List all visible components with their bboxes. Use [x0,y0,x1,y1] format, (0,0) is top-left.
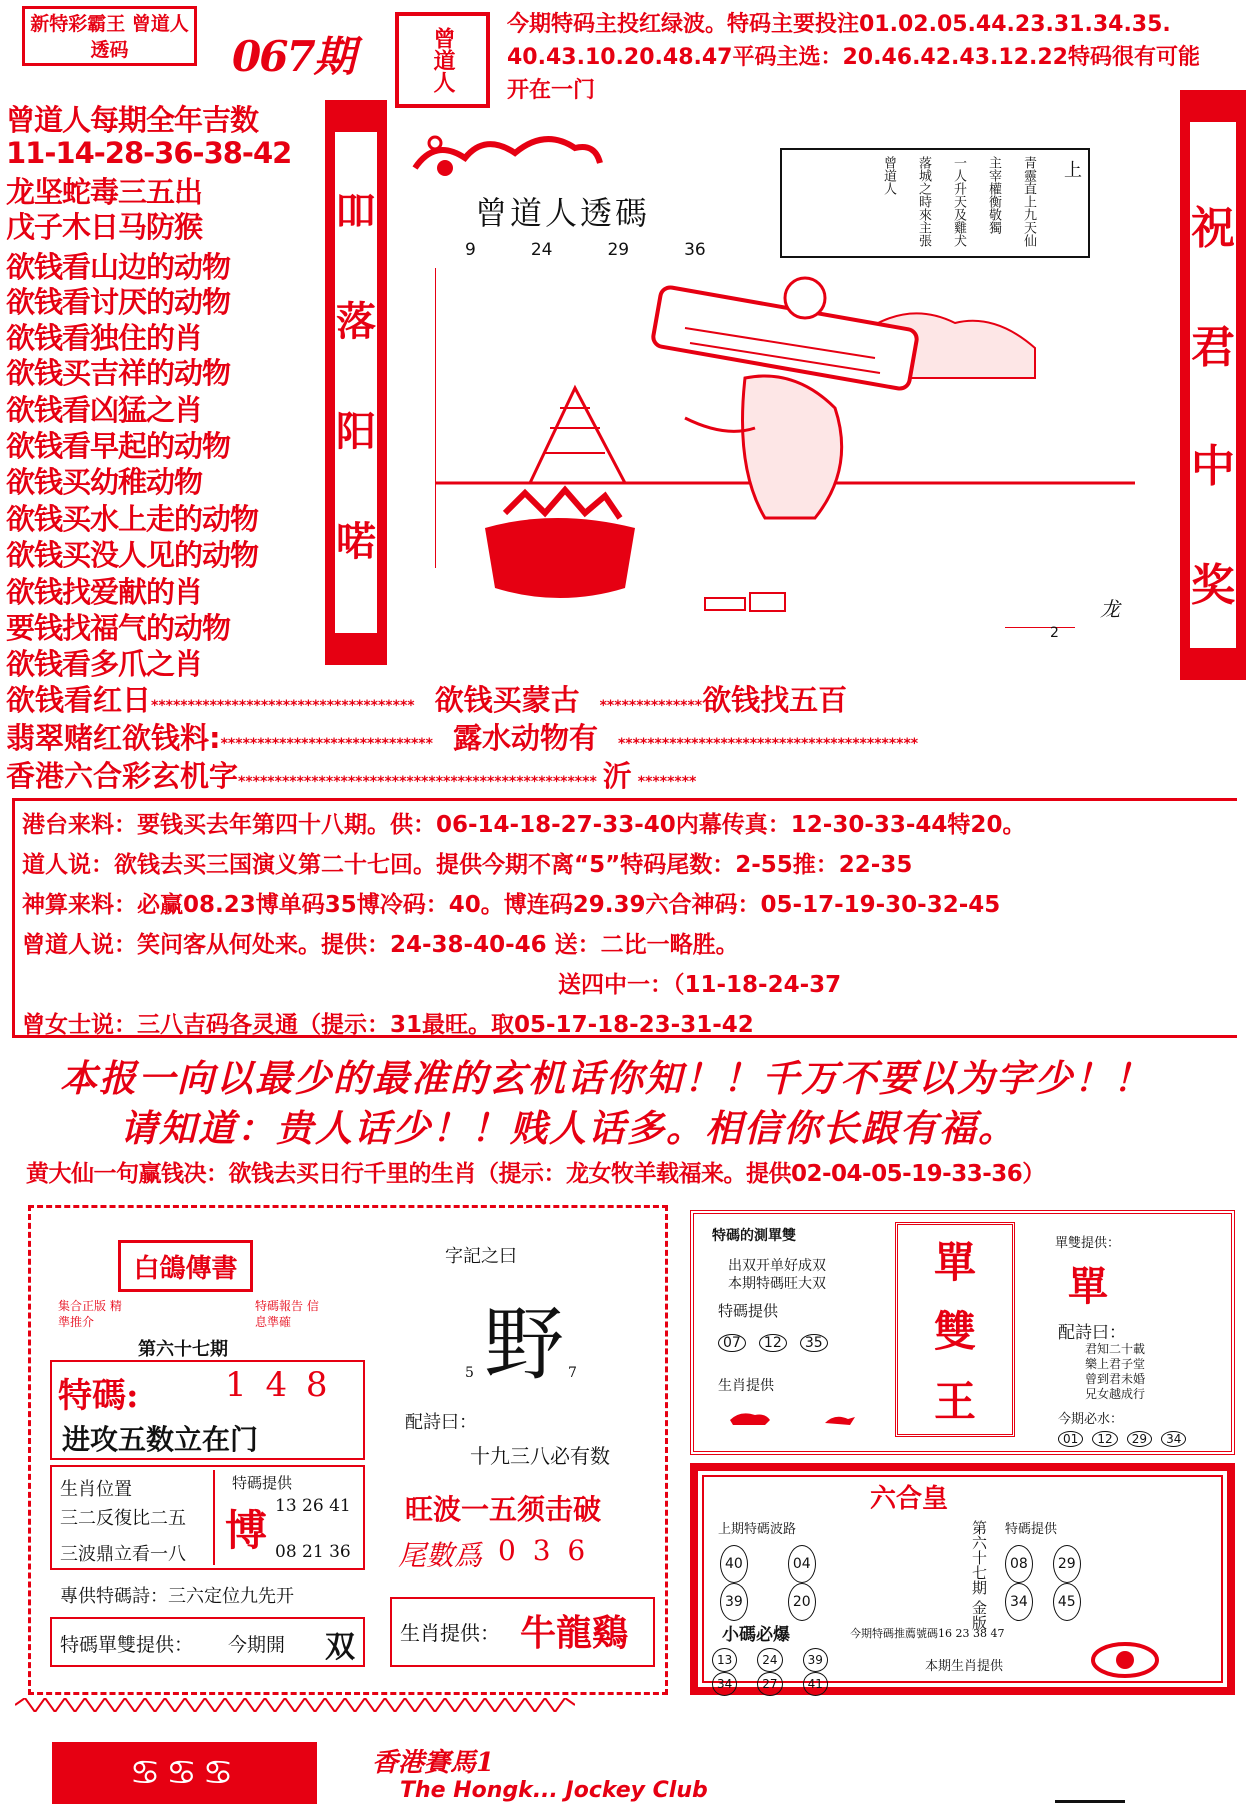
header-logo2-text: 曾道人 [430,27,455,93]
illustration [395,128,1175,643]
rt-jin-num: 34 [1161,1431,1186,1447]
info-line: 神算来料：必赢08.23博单码35博冷码：40。博连码29.39六合神码：05-17-19-30-32-45 [22,892,1001,918]
rb-right-num: 34 [1005,1583,1033,1621]
rb-left-title: 上期特碼波路 [718,1522,797,1537]
zigzag-divider [15,1698,575,1712]
left-line: 欲钱买没人见的动物 [6,538,259,572]
star-line [6,716,918,757]
footer-club-text: The Hongk... Jockey Club [400,1778,708,1803]
header-line: 今期特码主投红绿波。特码主要投注01.02.05.44.23.31.34.35. [507,12,1171,37]
right-scroll-inner [1188,120,1238,650]
illustration-number: 29 [607,240,630,260]
star-line [6,678,847,719]
huang-line: 黄大仙一句赢钱决：欲钱去买日行千里的生肖（提示：龙女牧羊载福来。提供02-04-05-19-33-36） [26,1161,1045,1187]
left-scroll [325,100,387,665]
star-line-label: 香港六合彩玄机字 [6,759,239,793]
illustration-signature: 龙 [1100,597,1120,621]
rb-small-num: 27 [757,1672,782,1696]
right-scroll-char: 中 [1191,441,1235,492]
rt-peishi-title: 配詩曰： [1058,1323,1126,1343]
star-line-stars: ************** [599,698,703,714]
rb-left-num: 20 [788,1583,816,1621]
rt-tema-title: 特碼提供 [718,1302,779,1320]
rb-xiaoma: 小碼必爆 [722,1625,790,1645]
rt-tema-num: 35 [800,1334,828,1352]
star-line-end: 欲钱找五百 [702,683,848,717]
rb-right-title: 特碼提供 [1005,1522,1058,1537]
left-line: 欲钱买吉祥的动物 [6,356,231,390]
mid-peishi: 十九三八必有数 [470,1444,610,1468]
rb-small-num: 13 [712,1648,737,1672]
rb-small-num: 41 [803,1672,828,1696]
rt-line: 本期特碼旺大双 [728,1276,826,1292]
left-scroll-char: 吅 [336,189,376,235]
bo-char: 博 [225,1506,268,1555]
scholar-scene-icon [435,268,1135,628]
left-line: 欲钱买幼稚动物 [6,465,203,499]
mid-num: 5 [465,1365,474,1381]
bo-numbers: 08 21 36 [275,1542,351,1562]
rt-kuaibao-char: 單 [1068,1263,1108,1310]
poem-col: 青靈直上九天仙 [1021,156,1036,247]
left-panel-brand-text: 白鴿傳書 [133,1253,238,1284]
left-line: 欲钱找爱献的肖 [6,575,203,609]
rb-small-num: 24 [757,1648,782,1672]
left-line: 欲钱买水上走的动物 [6,502,259,536]
rt-vertical-char: 王 [933,1377,976,1427]
header-line: 开在一门 [507,78,596,103]
tema-label: 特碼: [58,1376,139,1416]
rt-vertical-char: 單 [933,1237,976,1287]
rt-jin-label: 今期必水： [1058,1412,1124,1427]
rb-small-num: 39 [803,1648,828,1672]
header-statement [507,8,1247,107]
left-scroll-inner [333,130,379,635]
left-line: 欲钱看独住的肖 [6,321,203,355]
illustration-number: 36 [684,240,706,260]
rb-left-num: 39 [720,1583,748,1621]
left-line: 欲钱看早起的动物 [6,429,231,463]
illustration-page-number: 2 [1050,625,1059,641]
rb-left-num: 04 [788,1545,816,1583]
star-line-stars: ******** [637,774,697,790]
rt-line: 出双开单好成双 [728,1258,826,1274]
header-logo2 [395,12,490,108]
shengxiao-line: 三二反復比二五 [60,1508,186,1529]
left-panel-issue: 第六十七期 [138,1339,228,1360]
danshuang-value: 今期開 [228,1634,286,1656]
slogan: 请知道：贵人话少！！贱人话多。相信你长跟有福。 [120,1106,1017,1150]
rb-mid-label: 第六十七期 金版 [970,1520,988,1630]
illustration-title: 曾道人透碼 [475,194,651,232]
star-line-label: 欲钱看红日 [6,683,152,717]
attack-text: 进攻五数立在门 [62,1423,259,1456]
star-line [6,754,696,795]
mid-weishu-label: 尾數爲 [398,1539,483,1572]
rt-peishi-line: 樂上君子堂 [1085,1357,1146,1371]
info-line: 道人说：欲钱去买三国演义第二十七回。提供今期不离“5”特码尾数：2-55推：22-35 [22,852,913,878]
left-panel-sub1: 集合正版 精準推介 [58,1299,122,1329]
star-line-label: 翡翠赌红欲钱料: [6,721,221,755]
info-line: 曾道人说：笑问客从何处来。提供：24-38-40-46 送：二比一略胜。 [22,932,739,958]
left-line: 戊子木日马防猴 [6,210,203,244]
mid-peishi-label: 配詩曰： [405,1412,477,1433]
illustration-number: 24 [530,240,553,260]
rt-peishi-line: 君知二十載 [1085,1342,1146,1356]
rt-kuaibao-title: 單雙提供： [1055,1236,1121,1251]
bo-title: 特碼提供 [232,1474,293,1492]
rt-tema-num: 12 [759,1334,787,1352]
rb-small-num: 34 [712,1672,737,1696]
rb-right-num: 29 [1053,1545,1081,1583]
left-line: 曾道人每期全年吉数 [6,103,259,137]
rt-jin-nums [1058,1428,1186,1447]
star-line-stars: ***************************************** [617,736,919,752]
shengxiao-line: 三波鼎立看一八 [60,1544,186,1565]
left-line: 欲钱看讨厌的动物 [6,285,231,319]
footer-logo [52,1742,317,1804]
shengxiao-divider [213,1470,215,1565]
slogan: 本报一向以最少的最准的玄机话你知！！千万不要以为字少！！ [60,1056,1152,1100]
left-panel-brand [118,1240,253,1292]
poem-col: 一人升天及雞犬 [951,156,966,247]
rt-vertical-box [895,1222,1015,1437]
star-line-mid: 沂 [602,759,632,793]
rb-right-num: 45 [1053,1583,1081,1621]
rb-small-nums [712,1648,912,1696]
rb-line-nums: 今期特碼推薦號碼16 23 38 47 [850,1627,1005,1640]
left-line: 11-14-28-36-38-42 [6,136,292,170]
mid-big-char: 野 [484,1298,564,1391]
tiger-icon [725,1405,775,1430]
star-line-mid: 欲钱买蒙古 [434,683,580,717]
footer-hk-text: 香港賽馬1 [372,1748,495,1778]
left-line: 要钱找福气的动物 [6,611,231,645]
left-line: 欲钱看山边的动物 [6,250,231,284]
rb-bottom-label: 本期生肖提供 [925,1659,1004,1674]
left-scroll-char: 喏 [336,519,376,565]
rt-peishi-line: 曾到君未婚 [1085,1372,1146,1386]
right-scroll-char: 祝 [1191,203,1235,254]
rb-right-num: 08 [1005,1545,1033,1583]
mid-title: 字記之曰 [445,1246,517,1267]
poem-top: 上 [1064,160,1082,181]
header-line: 40.43.10.20.48.47平码主选：20.46.42.43.12.22特码很有可能 [507,45,1200,70]
header-logo-text: 新特彩霸王 曾道人透码 [30,13,189,61]
left-line: 龙坚蛇毒三五出 [6,175,203,209]
header-logo [22,6,197,66]
poem-col: 曾道人 [881,156,896,195]
rt-jin-num: 12 [1092,1431,1117,1447]
footer-divider [1055,1800,1125,1803]
poem-box [780,148,1090,258]
shengxiao-title: 生肖位置 [60,1479,132,1500]
rb-right-nums [1005,1545,1115,1621]
rt-peishi-lines [1085,1342,1145,1402]
star-line-stars: ************************************************* [238,774,597,790]
rt-sx-title: 生肖提供 [718,1378,774,1394]
issue-number: 067期 [232,32,354,81]
emblem-icon [1090,1640,1160,1680]
left-panel-sub2: 特碼報告 信息準確 [255,1299,319,1329]
illustration-numbers [465,240,765,260]
info-line: 曾女士说：三八吉码各灵通（提示：31最旺。取05-17-18-23-31-42 [22,1012,754,1038]
rt-title: 特碼的測單雙 [712,1228,796,1244]
rt-peishi-line: 兄女越成行 [1085,1387,1146,1401]
rt-tema-num: 07 [718,1334,746,1352]
poem-text: 專供特碼詩：三六定位九先开 [60,1586,294,1607]
left-scroll-char: 阳 [336,409,376,455]
footer-logo-text: ♋♋♋ [129,1753,240,1793]
mid-sx-label: 生肖提供： [400,1621,500,1645]
danshuang-label: 特碼單雙提供： [60,1634,194,1656]
rb-left-num: 40 [720,1545,748,1583]
left-line: 欲钱看多爪之肖 [6,647,203,681]
left-scroll-char: 落 [336,299,376,345]
poem-col: 主宰權衡敬獨 [986,156,1001,234]
tema-numbers: 1 4 8 [225,1365,332,1405]
rt-jin-num: 01 [1058,1431,1083,1447]
right-scroll-char: 奖 [1191,560,1235,611]
star-line-stars: ************************************ [151,698,415,714]
right-scroll-char: 君 [1191,322,1235,373]
mid-wangbo: 旺波一五须击破 [405,1493,602,1526]
mid-num: 7 [568,1365,577,1381]
star-line-stars: ***************************** [220,736,433,752]
poem-col: 落城之時來主張 [916,156,931,247]
rb-title: 六合皇 [870,1484,949,1514]
left-line: 欲钱看凶猛之肖 [6,393,203,427]
info-line: 送四中一：（11-18-24-37 [558,972,842,998]
right-scroll [1180,90,1246,680]
mid-weishu: 0 3 6 [498,1534,590,1567]
star-line-mid: 露水动物有 [452,721,598,755]
danshuang-result: 双 [325,1630,355,1665]
rat-icon [820,1405,860,1430]
bo-numbers: 13 26 41 [275,1496,351,1516]
info-line: 港台来料：要钱买去年第四十八期。供：06-14-18-27-33-40内幕传真：12-30-33-44特20。 [22,812,1026,838]
illustration-number: 9 [465,240,476,260]
rt-tema-nums [718,1332,836,1352]
rt-jin-num: 29 [1127,1431,1152,1447]
mid-sx-value: 牛龍鷄 [520,1612,629,1654]
rt-vertical-char: 雙 [933,1307,976,1357]
rb-left-nums [720,1545,840,1621]
